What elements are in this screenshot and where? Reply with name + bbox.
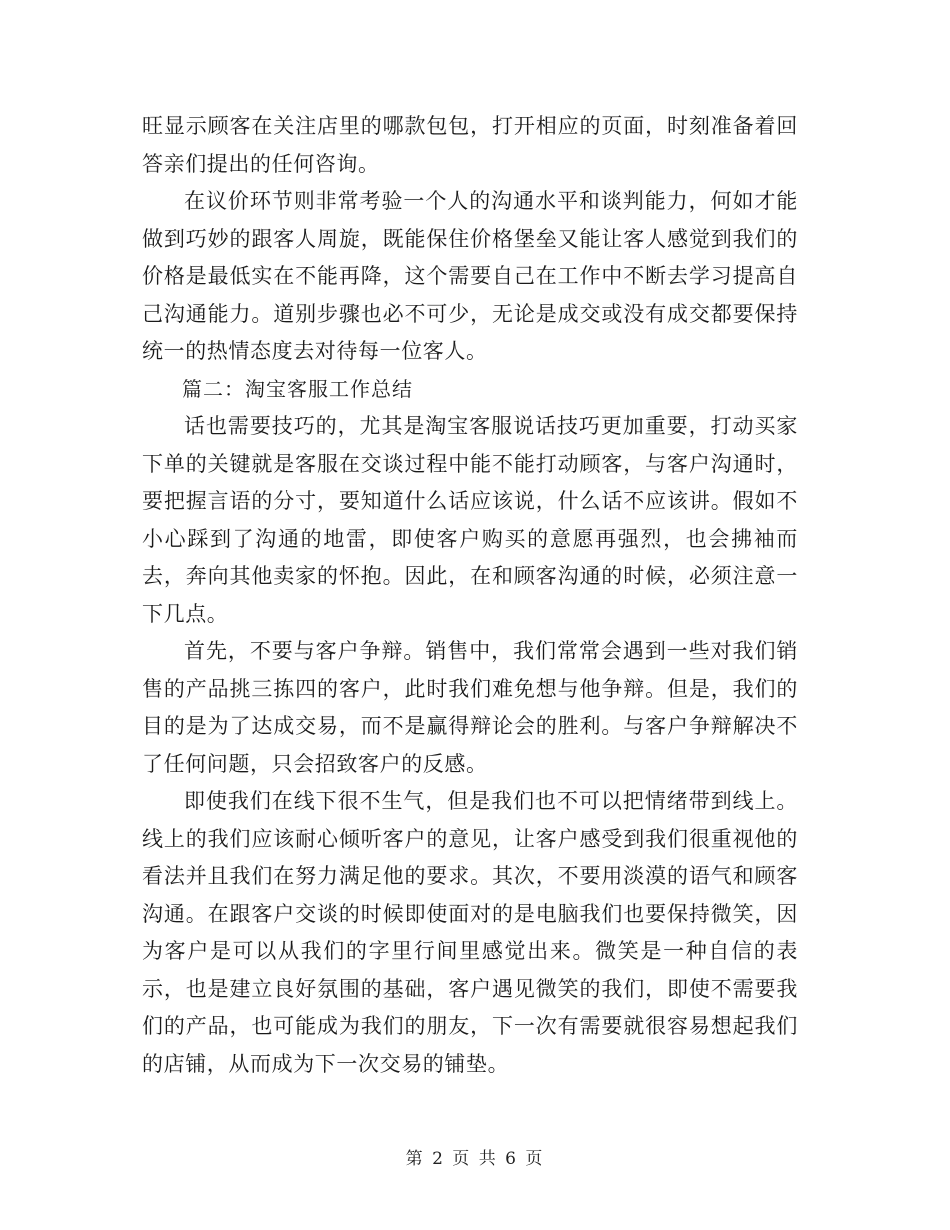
paragraph-smile: 即使我们在线下很不生气，但是我们也不可以把情绪带到线上。线上的我们应该耐心倾听客户的意见，让客户感受到我们很重视他的看法并且我们在努力满足他的要求。其次，不要用淡漠的语气和顾客沟通。在跟客户交谈的时候即使面对的是电脑我们也要保持微笑，因为客户是可以从我们的字里行间里感觉出来。微笑是一种自信的表示，也是建立良好氛围的基础，客户遇见微笑的我们，即使不需要我们的产品，也可能成为我们的朋友，下一次有需要就很容易想起我们的店铺，从而成为下一次交易的铺垫。: [142, 789, 798, 1076]
paragraph-speaking-skills: 话也需要技巧的，尤其是淘宝客服说话技巧更加重要，打动买家下单的关键就是客服在交谈过程中能不能打动顾客，与客户沟通时，要把握言语的分寸，要知道什么话应该说，什么话不应该讲。假如不小心踩到了沟通的地雷，即使客户购买的意愿再强烈，也会拂袖而去，奔向其他卖家的怀抱。因此，在和顾客沟通的时候，必须注意一下几点。: [142, 414, 798, 626]
paragraph-no-arguing: 首先，不要与客户争辩。销售中，我们常常会遇到一些对我们销售的产品挑三拣四的客户，此时我们难免想与他争辩。但是，我们的目的是为了达成交易，而不是赢得辩论会的胜利。与客户争辩解决不了任何问题，只会招致客户的反感。: [142, 639, 798, 776]
page-number-footer: 第 2 页 共 6 页: [405, 1149, 545, 1169]
paragraph-negotiation: 在议价环节则非常考验一个人的沟通水平和谈判能力，何如才能做到巧妙的跟客人周旋，既能保住价格堡垒又能让客人感觉到我们的价格是最低实在不能再降，这个需要自己在工作中不断去学习提高自己沟通能力。道别步骤也必不可少，无论是成交或没有成交都要保持统一的热情态度去对待每一位客人。: [142, 189, 798, 363]
paragraph-continuation: 旺显示顾客在关注店里的哪款包包，打开相应的页面，时刻准备着回答亲们提出的任何咨询。: [142, 114, 798, 176]
document-body: [142, 108, 798, 1083]
section-heading: 篇二：淘宝客服工作总结: [182, 376, 413, 401]
